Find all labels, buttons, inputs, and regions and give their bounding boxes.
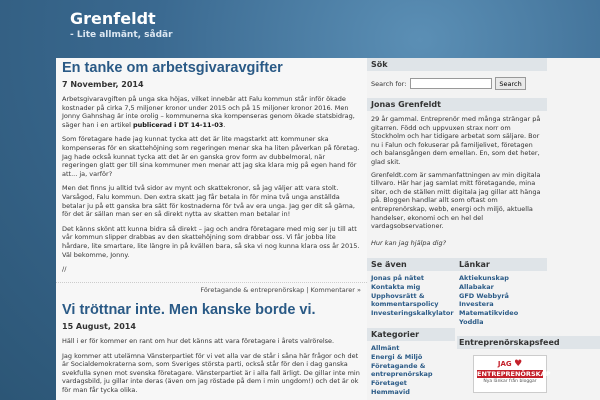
search-input[interactable]	[410, 78, 492, 89]
post-paragraph: Men det finns ju alltid två sidor av mynt och skattekronor, så jag väljer att vara stolt. Varsågod, Falu kommun. Den extra skatt jag får betala in för mina två unga anställda betalar ju på ett ganska bra sätt för kostnaderna för två av era unga. Jag ger dit så gärna, för det är sällan man ser en så direkt nytta av skatten man betalar in!	[62, 184, 355, 219]
links-widget	[455, 258, 547, 330]
category-link[interactable]: Hemmavid	[371, 387, 410, 396]
post-text: Arbetsgivaravgiften på unga ska höjas, vilket innebär att Falu kommun står inför ökade kostnader på cirka 7,5 miljoner kronor under 2015 och på 15 miljoner kronor 2016. Men Jonny Gahnshag är inte orolig – kommunerna ska kompenseras genom ökade statsbidrag, säger han i en artikel	[62, 95, 355, 129]
category-link[interactable]: Allmänt	[371, 344, 400, 352]
blogroll-link[interactable]: Investera	[459, 300, 494, 309]
post	[56, 58, 367, 294]
see-also-link[interactable]: Upphovsrätt & kommentarspolicy	[371, 291, 439, 309]
post-paragraph: Häll i er för kommer en rant om hur det känns att vara företagare i årets valrörelse.	[62, 337, 335, 345]
sidebar	[367, 58, 600, 400]
search-label: Search for:	[371, 79, 407, 88]
post-date: 7 November, 2014	[62, 80, 144, 89]
links-list	[455, 271, 547, 330]
heart-icon: ♥	[514, 359, 523, 369]
post-text: .	[223, 120, 226, 129]
about-paragraph: 29 år gammal. Entreprenör med många strängar på gitarren. Född och uppvuxen strax norr om Stockholm och har tidigare arbetat som säljare. Bor nu i Falun och fokuserar på familjelivet, företagen och balansgången dem emellan. En, som det heter, glad skit.	[371, 115, 541, 166]
post-paragraph: Det känns skönt att kunna bidra så direkt – jag och andra företagare med mig ser ju till att vår kommun slipper drabbas av den skattehöjning som drabbar oss. Vi får jobba lite hårdare, lite smartare, lite längre in på kvällen bara, så ska vi nog kunna klara oss år 2015. Väl bekomme, Jonny.	[62, 224, 360, 259]
category-link[interactable]: Företaget	[371, 379, 407, 388]
badge-sub-text: Nya länkar från bloggar	[483, 379, 537, 384]
search-widget	[367, 58, 547, 90]
badge-main-text: ENTREPRENÖRSKAP	[477, 370, 551, 378]
feed-heading: Entreprenörskapsfeed	[457, 336, 600, 349]
entrepreneurship-badge[interactable]	[473, 355, 551, 393]
post	[56, 302, 367, 395]
site-title[interactable]: Grenfeldt	[70, 9, 156, 28]
blogroll-link[interactable]: Allabakar	[459, 282, 494, 291]
post-title[interactable]: Vi tröttnar inte. Men kanske borde vi.	[62, 302, 316, 318]
post-date: 15 August, 2014	[62, 322, 136, 331]
category-link[interactable]: Energi & Miljö	[371, 352, 423, 361]
post-body	[56, 337, 367, 395]
search-heading: Sök	[367, 58, 547, 71]
blogroll-link[interactable]: GFD Webbyrå	[459, 291, 509, 300]
blogroll-link[interactable]: Matematikvideo	[459, 309, 519, 318]
post-title[interactable]: En tanke om arbetsgivaravgifter	[62, 60, 283, 76]
post-paragraph: Jag kommer att utelämna Vänsterpartiet för vi vet alla var de står i såna här frågor och det är Socialdemokraterna som, som Sveriges största parti, också står för den i dag ganska svekfulla synen mot svenska företagare. Vänsterpartiet är i alla fall ärligt. De gillar inte min vardagsbild, ju gillar inte deras (även om jag röstade på dem i min ungdom!) och det är ok för man får tycka olika.	[62, 351, 360, 394]
badge-top-text	[474, 359, 546, 369]
see-also-link[interactable]: Jonas på nätet	[371, 274, 424, 282]
categories-widget	[367, 328, 455, 400]
category-link[interactable]: Företagande & entreprenörskap	[371, 361, 433, 379]
main-content	[56, 58, 367, 400]
see-also-link[interactable]: Investeringskalkylator	[371, 309, 454, 318]
links-heading: Länkar	[455, 258, 547, 271]
help-link[interactable]: Hur kan jag hjälpa dig?	[371, 238, 447, 247]
about-body	[367, 115, 547, 247]
about-heading: Jonas Grenfeldt	[367, 98, 547, 111]
post-paragraph: Som företagare hade jag kunnat tycka att det är lite magstarkt att kommuner ska kompenseras för en skattehöjning som regeringen menar ska ha liten påverkan på företag. Jag hade också kunnat tycka att det är en ganska grov form av dubbelmoral, när regeringen glatt ger till sina kommuner men menar att jag ska klara mig på egen hand för att... ja, varför?	[62, 135, 360, 178]
article-link[interactable]: publicerad i DT 14-11-03	[133, 120, 224, 129]
about-paragraph: Grenfeldt.com är sammanfattningen av min digitala tillvaro. Här har jag samlat mitt företagande, mina siter, och de ställen mitt digitala jag gillar att hänga på. Bloggen handlar allt som oftast om entreprenörskap, webb, energi och miljö, aktuella handelser, ekonomi och en hel del vardagsobservationer.	[371, 170, 541, 231]
blogroll-link[interactable]: Aktiekunskap	[459, 274, 509, 282]
see-also-widget	[367, 258, 455, 321]
categories-heading: Kategorier	[367, 328, 455, 341]
about-widget	[367, 98, 547, 247]
site-description: - Lite allmänt, sådär	[70, 30, 173, 40]
post-body	[56, 95, 367, 274]
feed-widget	[457, 336, 600, 393]
post-paragraph	[62, 95, 361, 129]
search-button[interactable]: Search	[495, 77, 525, 90]
search-row	[367, 71, 547, 90]
see-also-link[interactable]: Kontakta mig	[371, 282, 421, 291]
see-also-list	[367, 271, 455, 321]
post-meta[interactable]: Företagande & entreprenörskap | Kommentarer »	[56, 282, 367, 294]
site-header	[0, 0, 600, 58]
badge-top-label: JAG	[497, 360, 512, 368]
categories-list	[367, 341, 455, 400]
see-also-heading: Se även	[367, 258, 455, 271]
blogroll-link[interactable]: Yoddla	[459, 317, 484, 326]
post-paragraph: //	[62, 265, 67, 274]
